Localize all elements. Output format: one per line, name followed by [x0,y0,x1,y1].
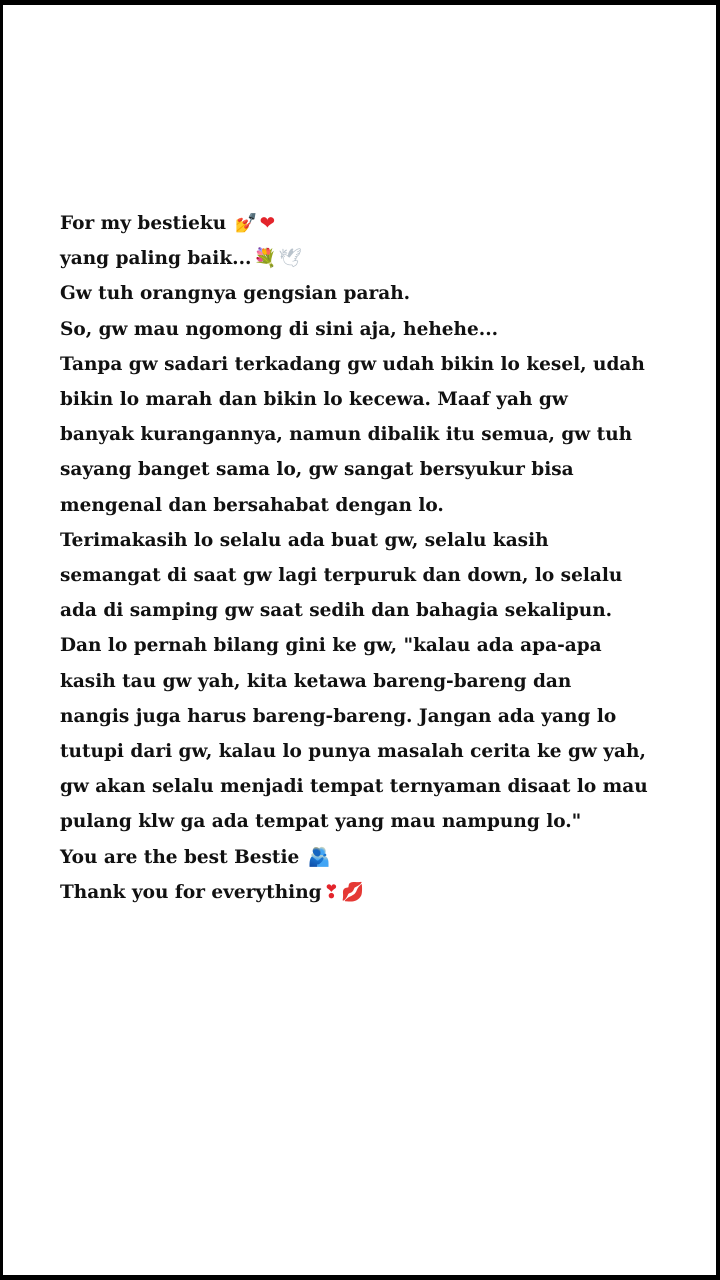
letter-line [60,840,670,875]
letter-line-text: You are the best Bestie [60,846,300,868]
letter-line: nangis juga harus bareng-bareng. Jangan ada yang lo [60,705,617,727]
nail-polish-icon: 💅 [234,213,258,234]
letter-line: kasih tau gw yah, kita ketawa bareng-bareng dan [60,670,572,692]
page-background [3,5,716,1275]
letter-line: mengenal dan bersahabat dengan lo. [60,494,444,516]
letter-line: Dan lo pernah bilang gini ke gw, "kalau ada apa-apa [60,635,602,657]
letter-line [60,206,670,241]
letter-line-text: For my bestieku [60,213,227,234]
letter-line-text: Thank you for everything [60,881,322,903]
letter-line: Gw tuh orangnya gengsian parah. [60,283,411,305]
people-hugging-icon: 🫂 [307,846,331,868]
letter-line: tutupi dari gw, kalau lo punya masalah cerita ke gw yah, [60,741,646,763]
letter-line: Tanpa gw sadari terkadang gw udah bikin lo kesel, udah [60,353,645,375]
letter-text [60,206,670,910]
bouquet-icon: 💐 [253,248,277,270]
red-heart-icon: ❤ [259,213,276,234]
letter-line: sayang banget sama lo, gw sangat bersyukur bisa [60,459,574,481]
letter-line: banyak kurangannya, namun dibalik itu semua, gw tuh [60,424,633,446]
kiss-mark-icon: 💋 [341,881,365,903]
letter-line: semangat di saat gw lagi terpuruk dan down, lo selalu [60,565,623,587]
letter-line: bikin lo marah dan bikin lo kecewa. Maaf yah gw [60,389,568,411]
heart-exclamation-icon: ❣ [323,881,340,903]
letter-line [60,875,670,910]
dove-icon: 🕊 [278,248,303,270]
letter-line: So, gw mau ngomong di sini aja, hehehe... [60,318,499,340]
letter-line: gw akan selalu menjadi tempat ternyaman disaat lo mau [60,776,648,798]
letter-line: ada di samping gw saat sedih dan bahagia sekalipun. [60,600,613,622]
letter-line: pulang klw ga ada tempat yang mau nampung lo." [60,811,582,833]
letter-line [60,241,670,276]
letter-line: Terimakasih lo selalu ada buat gw, selalu kasih [60,529,549,551]
letter-line-text: yang paling baik... [60,248,252,270]
